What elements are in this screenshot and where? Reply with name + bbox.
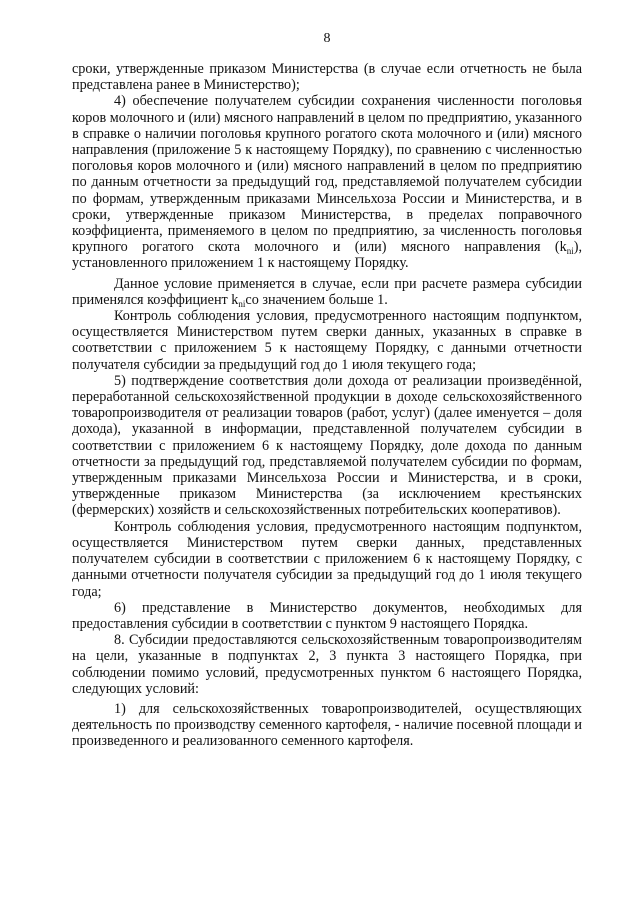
paragraph-control-item-4: Контроль соблюдения условия, предусмотренного настоящим подпунктом, осуществляется Министерством путем сверки данных, указанных в справке в соответствии с приложением 5 к настоящему Порядку, с данными отчетности получателя субсидии за предыдущий год до 1 июля текущего года; — [72, 308, 582, 373]
paragraph-section-8: 8. Субсидии предоставляются сельскохозяйственным товаропроизводителям на цели, указанные в подпунктах 2, 3 пункта 3 настоящего Порядка, при соблюдении помимо условий, предусмотренных пунктом 6 настоящего Порядка, следующих условий: — [72, 632, 582, 697]
paragraph-text: 4) обеспечение получателем субсидии сохранения численности поголовья коров молочного и (или) мясного направлений в целом по предприятию, указанного в справке о наличии поголовья крупного рогатого скота молочного и (или) мясного направления (приложение 5 к настоящему Порядку), по сравнению с численностью поголовья коров молочного и (или) мясного направлений в целом по предприятию по данным отчетности за предыдущий год, представляемой получателем субсидии по формам, утвержденным приказами Минсельхоза России и Министерства, и в сроки, утвержденные приказом Министерства, в пределах поправочного коэффициента, применяемого в целом по предприятию, за численность поголовья крупного рогатого скота молочного и (или) мясного направления (k — [72, 93, 582, 256]
paragraph-item-5-income-share: 5) подтверждение соответствия доли дохода от реализации произведённой, переработанной сельскохозяйственной продукции в доходе сельскохозяйственного товаропроизводителя от реализации товаров (работ, услуг) (далее именуется – доля дохода), указанной в информации, представленной получателем субсидии в соответствии с приложением 6 к настоящему Порядку, доле дохода по данным отчетности за предыдущий год, представляемой получателем субсидии по формам, утвержденным приказами Минсельхоза России и Министерства, и в сроки, утвержденные приказом Министерства (за исключением крестьянских (фермерских) хозяйств и сельскохозяйственных потребительских кооперативов). — [72, 372, 582, 519]
page-number: 8 — [323, 31, 331, 46]
paragraph-item-4-livestock — [72, 93, 582, 271]
paragraph-section-8-item-1: 1) для сельскохозяйственных товаропроизводителей, осуществляющих деятельность по производству семенного картофеля, - наличие посевной площади и произведенного и реализованного семенного картофеля. — [72, 700, 582, 750]
paragraph-condition-applies — [72, 276, 582, 308]
document-page — [72, 30, 582, 750]
paragraph-text-continued: со значением больше 1. — [245, 291, 388, 308]
paragraph-text-continued: ), установленного приложением 1 к настоящему Порядку. — [72, 239, 582, 272]
paragraph-control-item-5: Контроль соблюдения условия, предусмотренного настоящим подпунктом, осуществляется Министерством путем сверки данных, представленных получателем субсидии в соответствии с приложением 6 к настоящему Порядку, с данными отчетности получателя субсидии за предыдущий год до 1 июля текущего года; — [72, 518, 582, 600]
coefficient-subscript: ni — [566, 246, 574, 257]
paragraph-text: Данное условие применяется в случае, если при расчете размера субсидии применялся коэффициент k — [72, 275, 582, 308]
coefficient-subscript: ni — [238, 298, 246, 309]
paragraph-deadlines: сроки, утвержденные приказом Министерства (в случае если отчетность не была представлена ранее в Министерство); — [72, 61, 582, 94]
paragraph-item-6-documents: 6) представление в Министерство документов, необходимых для предоставления субсидии в соответствии с пунктом 9 настоящего Порядка. — [72, 599, 582, 632]
